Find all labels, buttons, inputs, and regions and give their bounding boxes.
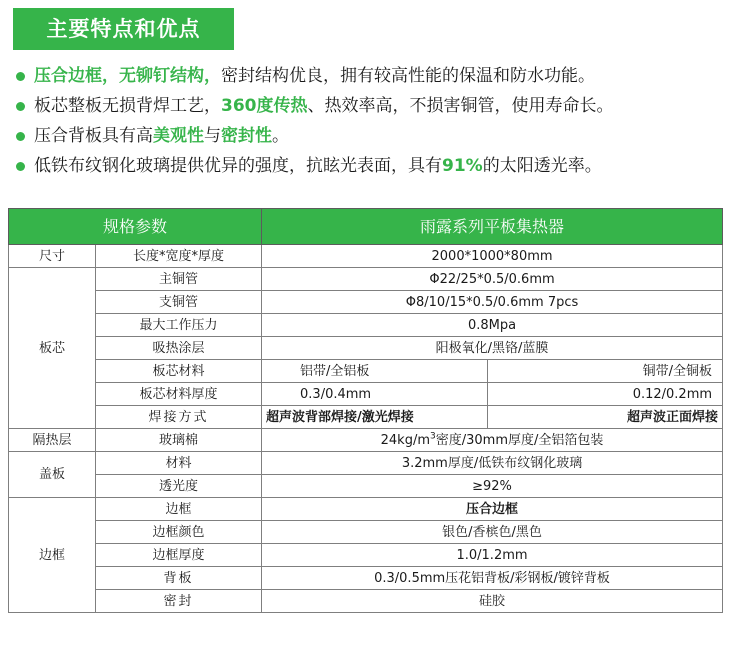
param-value: 银色/香槟色/黑色 bbox=[262, 521, 723, 544]
param-value-copper: 铜带/全铜板 bbox=[488, 360, 723, 383]
param-label: 玻璃棉 bbox=[96, 429, 262, 452]
param-value-aluminum: 铝带/全铝板 bbox=[262, 360, 488, 383]
bullet-dot-icon bbox=[16, 132, 25, 141]
spec-header-right: 雨露系列平板集热器 bbox=[262, 209, 723, 245]
param-label: 支铜管 bbox=[96, 291, 262, 314]
param-value-copper: 超声波正面焊接 bbox=[488, 406, 723, 429]
param-label: 主铜管 bbox=[96, 268, 262, 291]
table-row bbox=[9, 429, 723, 452]
table-row bbox=[9, 452, 723, 475]
table-row bbox=[9, 475, 723, 498]
bullet-dot-icon bbox=[16, 72, 25, 81]
table-row bbox=[9, 498, 723, 521]
param-value-aluminum: 0.3/0.4mm bbox=[262, 383, 488, 406]
table-row bbox=[9, 383, 723, 406]
param-label: 背板 bbox=[96, 567, 262, 590]
spec-table bbox=[8, 208, 723, 613]
category-cell: 隔热层 bbox=[9, 429, 96, 452]
param-value: 0.3/0.5mm压花铝背板/彩钢板/镀锌背板 bbox=[262, 567, 723, 590]
param-label: 透光度 bbox=[96, 475, 262, 498]
table-row bbox=[9, 291, 723, 314]
param-value-copper: 0.12/0.2mm bbox=[488, 383, 723, 406]
spec-header-row bbox=[9, 209, 723, 245]
param-label: 边框厚度 bbox=[96, 544, 262, 567]
spec-header-left: 规格参数 bbox=[9, 209, 262, 245]
feature-item: 低铁布纹钢化玻璃提供优异的强度，抗眩光表面，具有91%的太阳透光率。 bbox=[16, 152, 721, 182]
param-label: 材料 bbox=[96, 452, 262, 475]
category-cell: 尺寸 bbox=[9, 245, 96, 268]
table-row bbox=[9, 314, 723, 337]
param-value: 阳极氧化/黑铬/蓝膜 bbox=[262, 337, 723, 360]
param-label: 边框 bbox=[96, 498, 262, 521]
param-label: 板芯材料厚度 bbox=[96, 383, 262, 406]
bullet-dot-icon bbox=[16, 162, 25, 171]
feature-item: 压合背板具有高美观性与密封性。 bbox=[16, 122, 721, 152]
param-label: 最大工作压力 bbox=[96, 314, 262, 337]
table-row bbox=[9, 406, 723, 429]
table-row bbox=[9, 245, 723, 268]
table-row bbox=[9, 567, 723, 590]
category-cell: 边框 bbox=[9, 498, 96, 613]
param-value: 3.2mm厚度/低铁布纹钢化玻璃 bbox=[262, 452, 723, 475]
table-row bbox=[9, 360, 723, 383]
table-row bbox=[9, 268, 723, 291]
param-value: 硅胶 bbox=[262, 590, 723, 613]
param-value: ≥92% bbox=[262, 475, 723, 498]
bullet-dot-icon bbox=[16, 102, 25, 111]
param-label: 边框颜色 bbox=[96, 521, 262, 544]
param-label: 长度*宽度*厚度 bbox=[96, 245, 262, 268]
param-value: Φ22/25*0.5/0.6mm bbox=[262, 268, 723, 291]
param-value: $24kg/m^3$密度/30mm厚度/全铝箔包装 bbox=[262, 429, 723, 452]
param-value: 1.0/1.2mm bbox=[262, 544, 723, 567]
param-label: 板芯材料 bbox=[96, 360, 262, 383]
feature-item: 压合边框，无铆钉结构，密封结构优良，拥有较高性能的保温和防水功能。 bbox=[16, 62, 721, 92]
table-row bbox=[9, 521, 723, 544]
param-value: Φ8/10/15*0.5/0.6mm 7pcs bbox=[262, 291, 723, 314]
category-cell: 盖板 bbox=[9, 452, 96, 498]
param-value: 压合边框 bbox=[262, 498, 723, 521]
table-row bbox=[9, 590, 723, 613]
param-label: 密封 bbox=[96, 590, 262, 613]
feature-item: 板芯整板无损背焊工艺，360度传热、热效率高，不损害铜管，使用寿命长。 bbox=[16, 92, 721, 122]
param-value-aluminum: 超声波背部焊接/激光焊接 bbox=[262, 406, 488, 429]
feature-list bbox=[16, 62, 721, 182]
param-value: 2000*1000*80mm bbox=[262, 245, 723, 268]
category-cell: 板芯 bbox=[9, 268, 96, 429]
table-row bbox=[9, 544, 723, 567]
param-label: 吸热涂层 bbox=[96, 337, 262, 360]
section-title-banner: 主要特点和优点 bbox=[13, 8, 234, 50]
table-row bbox=[9, 337, 723, 360]
param-value: 0.8Mpa bbox=[262, 314, 723, 337]
param-label: 焊接方式 bbox=[96, 406, 262, 429]
